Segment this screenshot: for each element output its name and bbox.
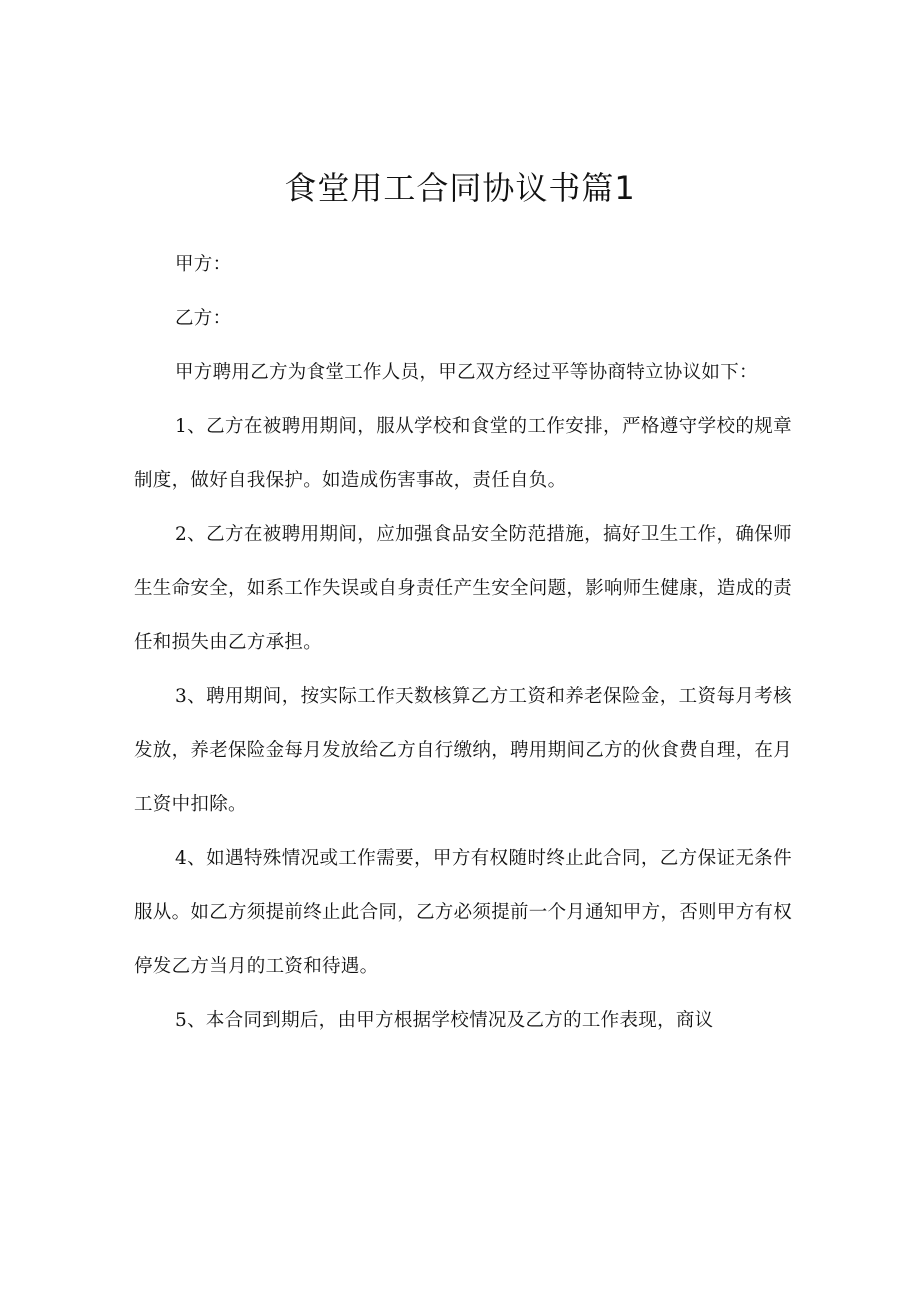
- clause-3: 3、聘用期间，按实际工作天数核算乙方工资和养老保险金，工资每月考核发放，养老保险金每月发放给乙方自行缴纳，聘用期间乙方的伙食费自理，在月工资中扣除。: [134, 686, 793, 815]
- clause-2: 2、乙方在被聘用期间，应加强食品安全防范措施，搞好卫生工作，确保师生生命安全，如系工作失误或自身责任产生安全问题，影响师生健康，造成的责任和损失由乙方承担。: [134, 524, 793, 653]
- intro-paragraph: 甲方聘用乙方为食堂工作人员，甲乙双方经过平等协商特立协议如下：: [175, 362, 758, 383]
- clause-1: 1、乙方在被聘用期间，服从学校和食堂的工作安排，严格遵守学校的规章制度，做好自我保护。如造成伤害事故，责任自负。: [134, 416, 792, 491]
- party-b-line: 乙方：: [175, 308, 232, 329]
- clause-5: 5、本合同到期后，由甲方根据学校情况及乙方的工作表现，商议: [175, 1010, 714, 1031]
- party-a-line: 甲方：: [175, 254, 232, 275]
- clause-4: 4、如遇特殊情况或工作需要，甲方有权随时终止此合同，乙方保证无条件服从。如乙方须提前终止此合同，乙方必须提前一个月通知甲方，否则甲方有权停发乙方当月的工资和待遇。: [134, 848, 793, 977]
- document-title: 食堂用工合同协议书篇1: [284, 169, 636, 207]
- document-body: [134, 238, 792, 1048]
